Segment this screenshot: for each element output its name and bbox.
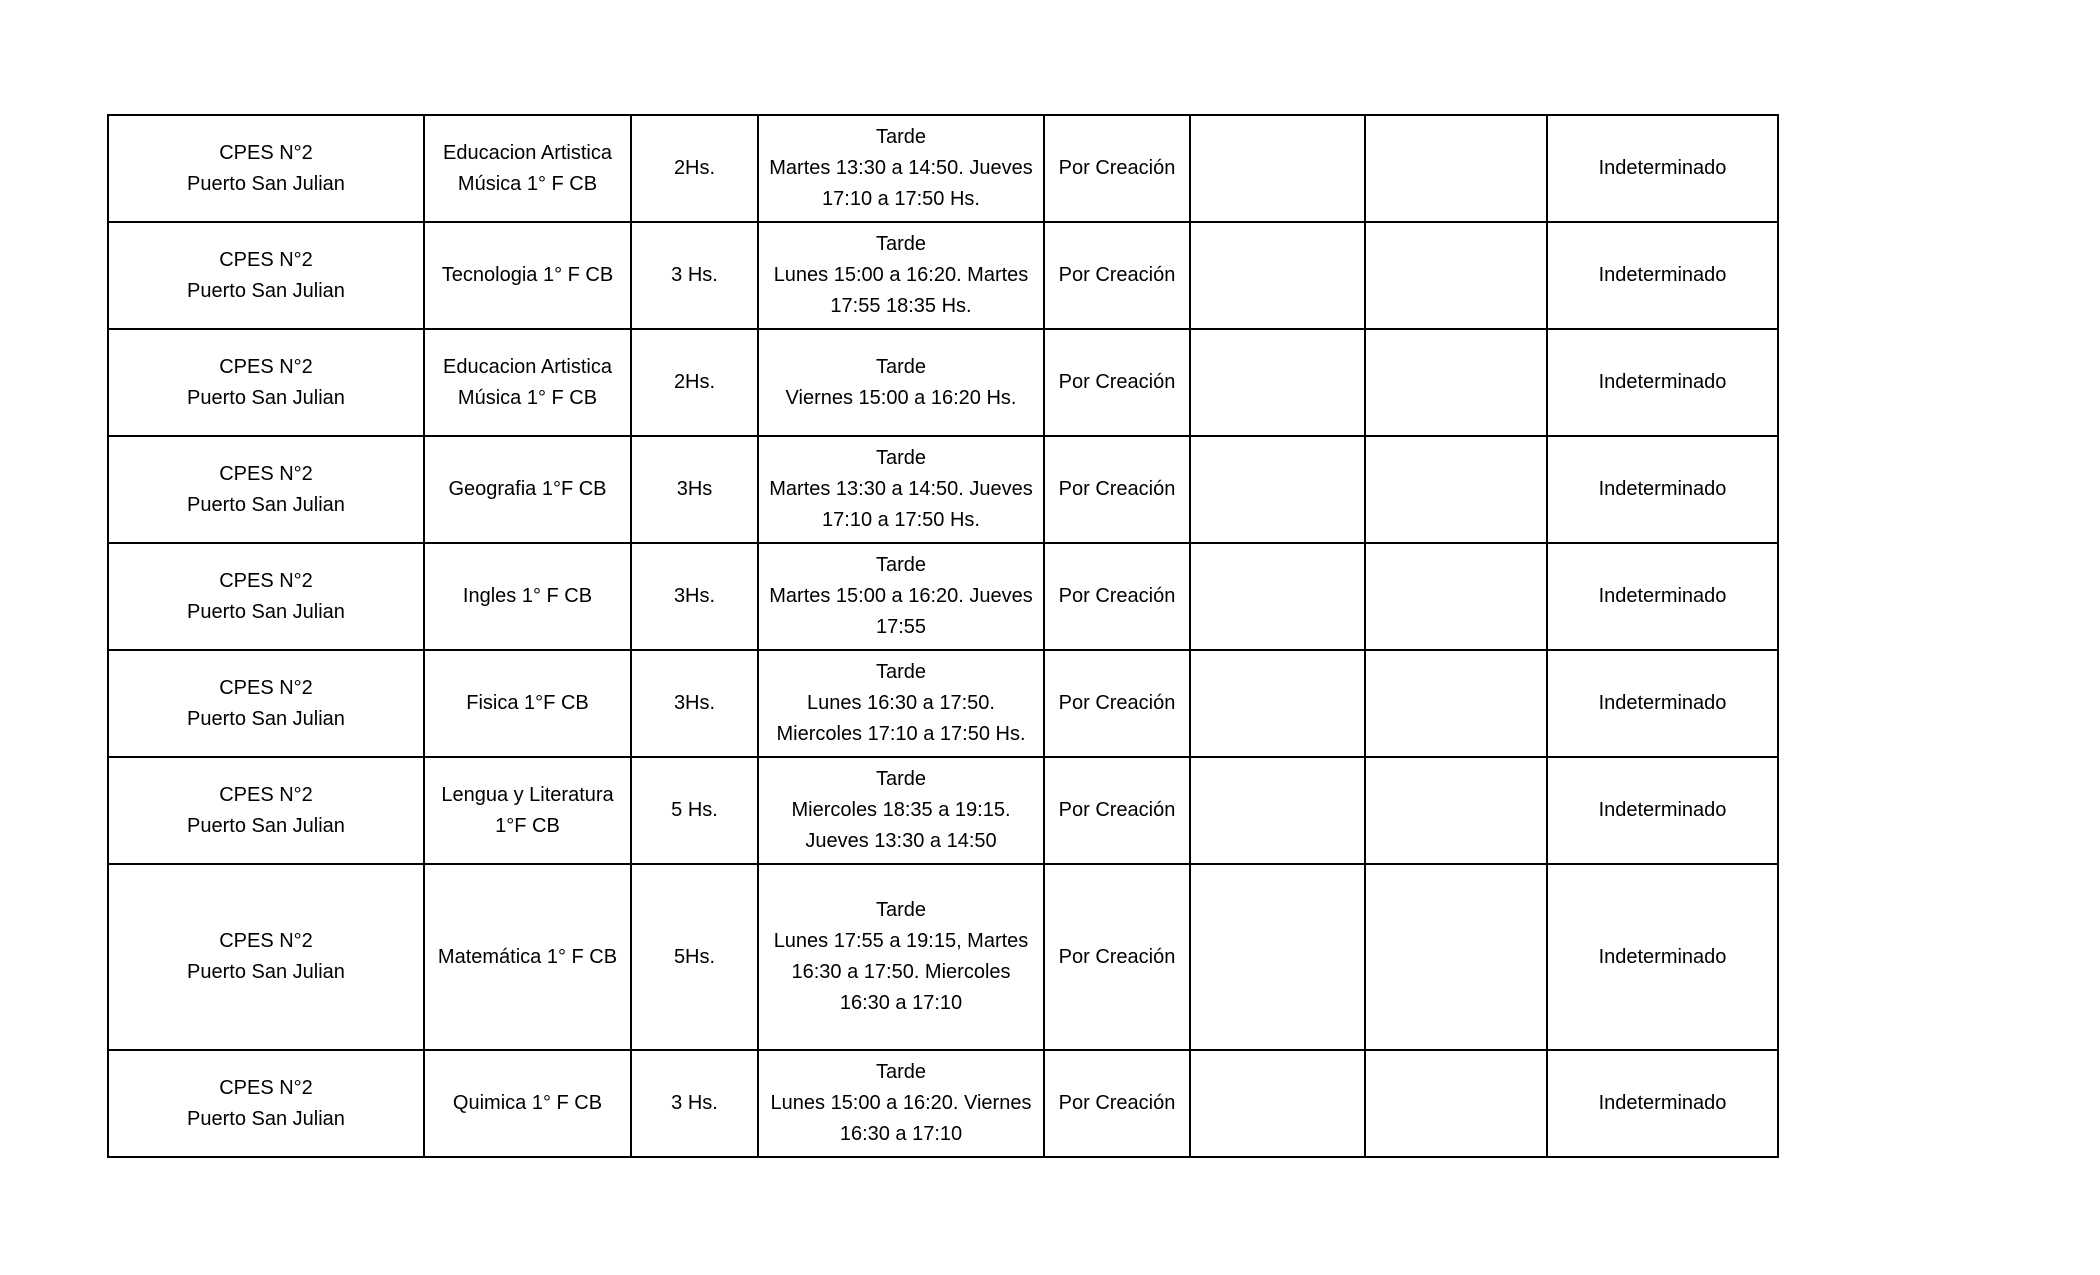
school-cell-line: Puerto San Julian [187, 707, 345, 730]
schedule-cell-line: Tarde [875, 554, 927, 576]
schedule-cell-line: 17:55 18:35 Hs. [830, 295, 972, 317]
subject-cell-line: Quimica 1° F CB [452, 1092, 603, 1114]
hours-cell: 3 Hs. [631, 222, 758, 329]
duration-cell: Indeterminado [1547, 436, 1778, 543]
schedule-cell-line: 16:30 a 17:50. Miercoles [791, 961, 1011, 983]
schedule-cell [758, 436, 1044, 543]
hours-cell: 3Hs. [631, 650, 758, 757]
type-cell: Por Creación [1044, 757, 1190, 864]
table-row [108, 1050, 1778, 1157]
schedule-cell-line: 17:10 a 17:50 Hs. [822, 509, 980, 531]
type-cell: Por Creación [1044, 864, 1190, 1050]
subject-cell [424, 650, 631, 757]
empty-cell [1365, 115, 1547, 222]
school-cell [108, 329, 424, 436]
school-cell [108, 543, 424, 650]
duration-cell: Indeterminado [1547, 329, 1778, 436]
school-cell-line: CPES N°2 [219, 355, 313, 378]
school-cell [108, 436, 424, 543]
type-cell: Por Creación [1044, 650, 1190, 757]
empty-cell [1365, 222, 1547, 329]
schedule-cell-line: Tarde [875, 768, 927, 790]
subject-cell-line: Geografia 1°F CB [448, 478, 607, 500]
schedule-cell [758, 115, 1044, 222]
schedule-cell-line: Tarde [875, 355, 927, 378]
schedule-cell [758, 864, 1044, 1050]
school-cell-line: Puerto San Julian [187, 1107, 345, 1130]
table-row [108, 543, 1778, 650]
subject-cell [424, 757, 631, 864]
table-row [108, 864, 1778, 1050]
subject-cell-line: Ingles 1° F CB [462, 585, 593, 607]
empty-cell [1190, 543, 1365, 650]
schedule-cell [758, 1050, 1044, 1157]
empty-cell [1190, 757, 1365, 864]
schedule-cell-line: Tarde [875, 233, 927, 255]
duration-cell: Indeterminado [1547, 650, 1778, 757]
school-cell-line: Puerto San Julian [187, 961, 345, 983]
school-cell-line: CPES N°2 [219, 462, 313, 485]
subject-cell-line: Educacion Artistica [443, 355, 612, 378]
school-cell [108, 1050, 424, 1157]
school-cell-line: CPES N°2 [219, 248, 313, 271]
schedule-cell [758, 222, 1044, 329]
table-row [108, 650, 1778, 757]
schedule-cell-line: 17:55 [875, 616, 927, 638]
school-cell-line: Puerto San Julian [187, 600, 345, 623]
type-cell: Por Creación [1044, 543, 1190, 650]
school-cell-line: CPES N°2 [219, 1076, 313, 1099]
school-cell-line: CPES N°2 [219, 569, 313, 592]
subject-cell [424, 543, 631, 650]
school-cell-line: CPES N°2 [219, 930, 313, 952]
schedule-cell [758, 650, 1044, 757]
school-cell-line: Puerto San Julian [187, 493, 345, 516]
hours-cell: 2Hs. [631, 329, 758, 436]
subject-cell-line: Educacion Artistica [443, 141, 612, 164]
schedule-cell-line: Tarde [875, 661, 927, 683]
table-row [108, 222, 1778, 329]
empty-cell [1190, 1050, 1365, 1157]
subject-cell-line: Tecnologia 1° F CB [441, 264, 614, 286]
subject-cell-line: Música 1° F CB [457, 172, 598, 195]
subject-cell [424, 222, 631, 329]
schedule-table-body [108, 115, 1778, 1157]
school-cell-line: CPES N°2 [219, 141, 313, 164]
empty-cell [1190, 864, 1365, 1050]
empty-cell [1365, 329, 1547, 436]
schedule-cell-line: 16:30 a 17:10 [839, 1123, 963, 1145]
school-cell-line: Puerto San Julian [187, 172, 345, 195]
school-cell-line: CPES N°2 [219, 676, 313, 699]
subject-cell [424, 436, 631, 543]
schedule-cell-line: Lunes 16:30 a 17:50. [807, 692, 995, 714]
empty-cell [1365, 1050, 1547, 1157]
subject-cell-line: Matemática 1° F CB [437, 945, 618, 968]
empty-cell [1190, 329, 1365, 436]
schedule-cell-line: Tarde [875, 1061, 927, 1083]
hours-cell: 5 Hs. [631, 757, 758, 864]
subject-cell [424, 115, 631, 222]
schedule-cell-line: Martes 13:30 a 14:50. Jueves [769, 157, 1033, 179]
schedule-cell-line: 17:10 a 17:50 Hs. [822, 188, 980, 210]
school-cell-line: Puerto San Julian [187, 279, 345, 302]
duration-cell: Indeterminado [1547, 757, 1778, 864]
table-row [108, 757, 1778, 864]
hours-cell: 3Hs. [631, 543, 758, 650]
empty-cell [1190, 222, 1365, 329]
empty-cell [1365, 436, 1547, 543]
schedule-cell-line: Lunes 17:55 a 19:15, Martes [773, 930, 1029, 952]
duration-cell: Indeterminado [1547, 222, 1778, 329]
subject-cell-line: Fisica 1°F CB [466, 692, 589, 714]
schedule-cell-line: 16:30 a 17:10 [839, 992, 963, 1014]
school-cell [108, 757, 424, 864]
schedule-cell [758, 329, 1044, 436]
schedule-cell-line: Miercoles 18:35 a 19:15. [791, 799, 1011, 821]
empty-cell [1190, 115, 1365, 222]
schedule-cell-line: Martes 15:00 a 16:20. Jueves [769, 585, 1033, 607]
schedule-cell-line: Jueves 13:30 a 14:50 [805, 830, 997, 852]
type-cell: Por Creación [1044, 329, 1190, 436]
schedule-cell [758, 543, 1044, 650]
subject-cell [424, 1050, 631, 1157]
schedule-cell-line: Viernes 15:00 a 16:20 Hs. [785, 386, 1017, 409]
schedule-cell [758, 757, 1044, 864]
empty-cell [1365, 757, 1547, 864]
schedule-cell-line: Miercoles 17:10 a 17:50 Hs. [776, 723, 1026, 745]
schedule-cell-line: Lunes 15:00 a 16:20. Viernes [770, 1092, 1032, 1114]
hours-cell: 5Hs. [631, 864, 758, 1050]
empty-cell [1190, 650, 1365, 757]
type-cell: Por Creación [1044, 436, 1190, 543]
schedule-cell-line: Lunes 15:00 a 16:20. Martes [773, 264, 1029, 286]
table-row [108, 436, 1778, 543]
duration-cell: Indeterminado [1547, 115, 1778, 222]
table-row [108, 115, 1778, 222]
school-cell-line: Puerto San Julian [187, 814, 345, 837]
subject-cell-line: Lengua y Literatura [441, 783, 614, 806]
empty-cell [1190, 436, 1365, 543]
subject-cell [424, 864, 631, 1050]
schedule-table [107, 114, 1779, 1158]
school-cell [108, 222, 424, 329]
schedule-cell-line: Tarde [875, 899, 927, 921]
hours-cell: 2Hs. [631, 115, 758, 222]
subject-cell-line: Música 1° F CB [457, 386, 598, 409]
empty-cell [1365, 864, 1547, 1050]
schedule-cell-line: Tarde [875, 126, 927, 148]
school-cell [108, 115, 424, 222]
hours-cell: 3Hs [631, 436, 758, 543]
schedule-cell-line: Tarde [875, 447, 927, 469]
empty-cell [1365, 543, 1547, 650]
type-cell: Por Creación [1044, 222, 1190, 329]
subject-cell [424, 329, 631, 436]
school-cell [108, 650, 424, 757]
school-cell-line: CPES N°2 [219, 783, 313, 806]
duration-cell: Indeterminado [1547, 1050, 1778, 1157]
subject-cell-line: 1°F CB [495, 814, 560, 837]
school-cell [108, 864, 424, 1050]
table-row [108, 329, 1778, 436]
type-cell: Por Creación [1044, 115, 1190, 222]
hours-cell: 3 Hs. [631, 1050, 758, 1157]
duration-cell: Indeterminado [1547, 864, 1778, 1050]
empty-cell [1365, 650, 1547, 757]
schedule-cell-line: Martes 13:30 a 14:50. Jueves [769, 478, 1033, 500]
duration-cell: Indeterminado [1547, 543, 1778, 650]
school-cell-line: Puerto San Julian [187, 386, 345, 409]
type-cell: Por Creación [1044, 1050, 1190, 1157]
